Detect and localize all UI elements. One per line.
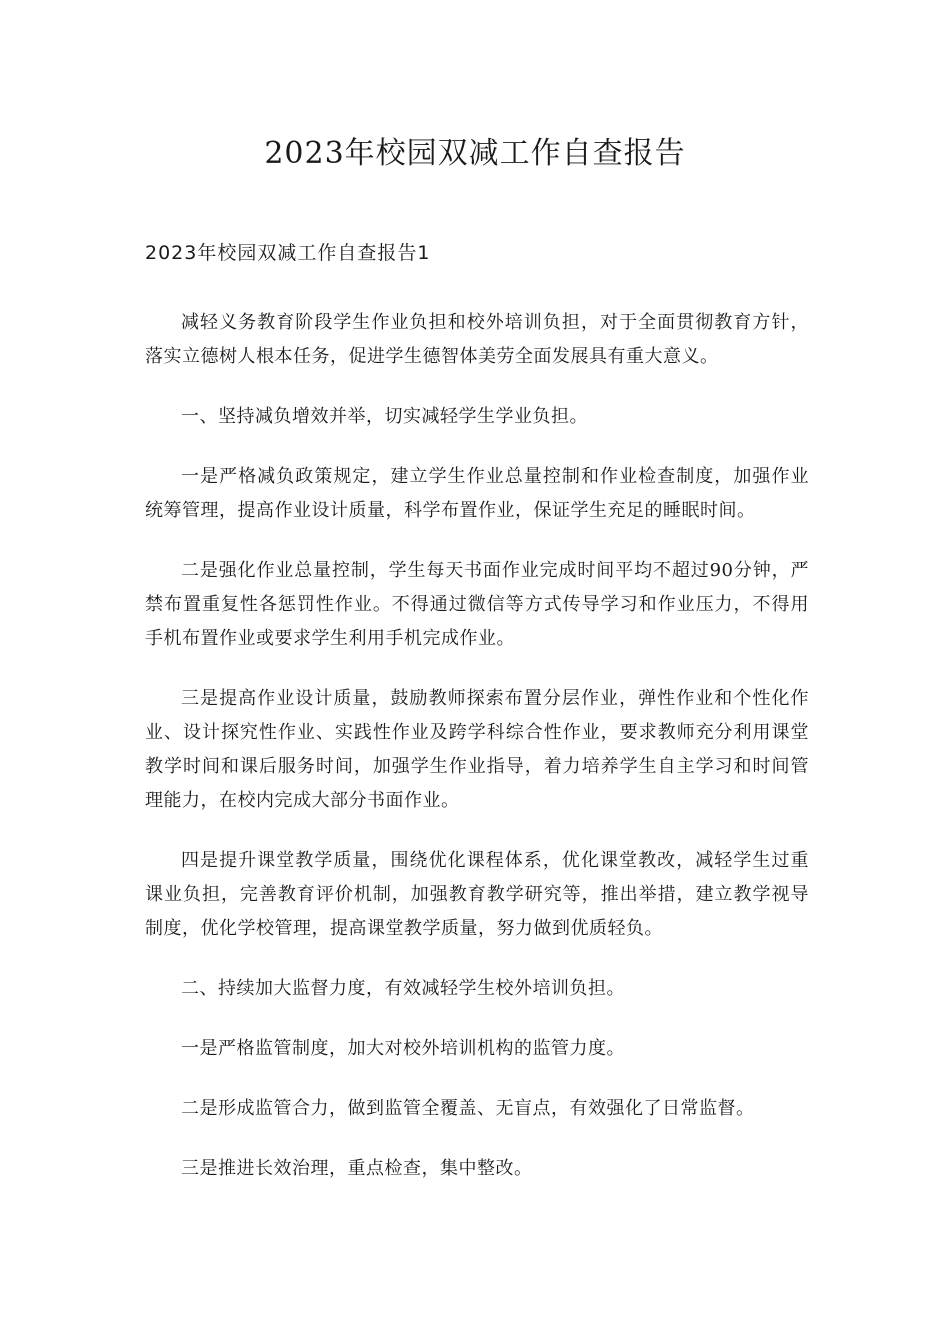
paragraph-item: 二是强化作业总量控制，学生每天书面作业完成时间平均不超过90分钟，严禁布置重复性各惩罚性作业。不得通过微信等方式传导学习和作业压力，不得用手机布置作业或要求学生利用手机完成作业。: [145, 560, 809, 649]
paragraph-item: 一是严格监管制度，加大对校外培训机构的监管力度。: [181, 1038, 625, 1059]
paragraph-item: 三是提高作业设计质量，鼓励教师探索布置分层作业，弹性作业和个性化作业、设计探究性作业、实践性作业及跨学科综合性作业，要求教师充分利用课堂教学时间和课后服务时间，加强学生作业指导，着力培养学生自主学习和时间管理能力，在校内完成大部分书面作业。: [145, 688, 809, 811]
document-title: 2023年校园双减工作自查报告: [264, 136, 686, 171]
section-heading: 2023年校园双减工作自查报告1: [145, 242, 431, 264]
document-body: [145, 306, 809, 1212]
paragraph-item: 三是推进长效治理，重点检查，集中整改。: [181, 1158, 533, 1179]
paragraph-intro: 减轻义务教育阶段学生作业负担和校外培训负担，对于全面贯彻教育方针，落实立德树人根本任务，促进学生德智体美劳全面发展具有重大意义。: [145, 312, 809, 367]
paragraph-heading-two: 二、持续加大监督力度，有效减轻学生校外培训负担。: [181, 978, 625, 999]
paragraph-item: 一是严格减负政策规定，建立学生作业总量控制和作业检查制度，加强作业统筹管理，提高作业设计质量，科学布置作业，保证学生充足的睡眠时间。: [145, 466, 809, 521]
paragraph-item: 四是提升课堂教学质量，围绕优化课程体系，优化课堂教改，减轻学生过重课业负担，完善教育评价机制，加强教育教学研究等，推出举措，建立教学视导制度，优化学校管理，提高课堂教学质量，努力做到优质轻负。: [145, 850, 809, 939]
paragraph-heading-one: 一、坚持减负增效并举，切实减轻学生学业负担。: [181, 406, 588, 427]
paragraph-item: 二是形成监管合力，做到监管全覆盖、无盲点，有效强化了日常监督。: [181, 1098, 755, 1119]
